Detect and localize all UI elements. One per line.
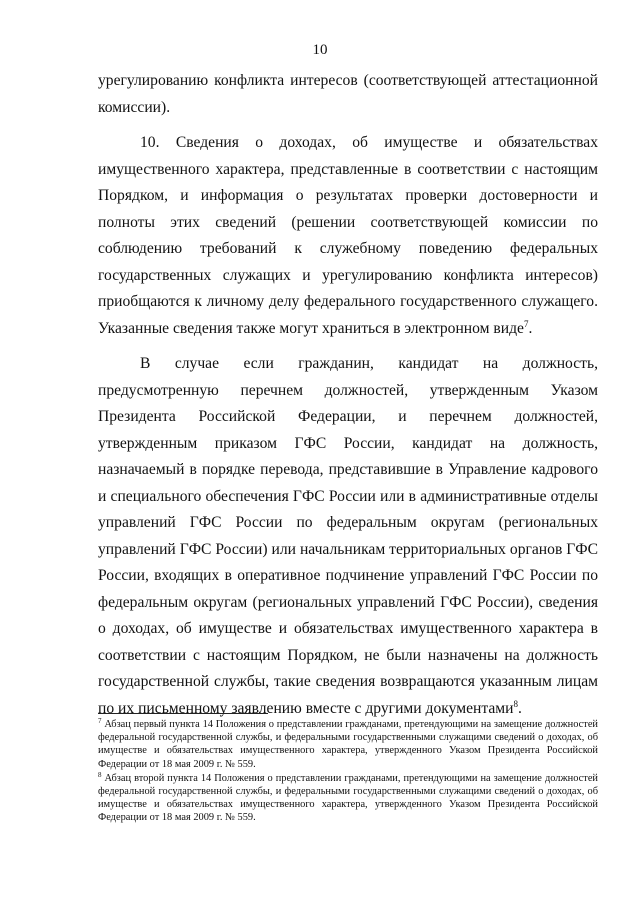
paragraph-item-10 (98, 130, 598, 342)
footnote-ref[interactable]: 7 (523, 318, 529, 329)
footnote-mark: 8 (98, 770, 102, 779)
footnote-mark: 7 (98, 717, 102, 725)
footnote-text: Абзац первый пункта 14 Положения о представлении гражданами, претендующими на замещение должностей федеральной государственной службы, и федеральными государственными служащими сведений о доходах, об имуществе и обязательствах имущественного характера, утвержденного Указом Президента Российской Федерации от 18 мая 2009 г. № 559. (98, 719, 598, 770)
paragraph-text: В случае если гражданин, кандидат на должность, предусмотренную перечнем должностей, утвержденным Указом Президента Российской Федерации, и перечнем должностей, утвержденным приказом ГФС России, кандидат на должность, назначаемый в порядке перевода, представившие в Управление кадрового и специального обеспечения ГФС России или в административные отделы управлений ГФС России по федеральным округам (региональных управлений ГФС России) или начальникам территориальных органов ГФС России, входящих в оперативное подчинение управлений ГФС России по федеральным округам (региональных управлений ГФС России), сведения о доходах, об имуществе и обязательствах имущественного характера в соответствии с настоящим Порядком, не были назначены на должность государственной службы, такие сведения возвращаются указанным лицам по их письменному заявлению вместе с другими документами (98, 355, 598, 717)
paragraph-text: урегулированию конфликта интересов (соответствующей аттестационной комиссии). (98, 72, 598, 116)
paragraph-text: 10. Сведения о доходах, об имуществе и обязательствах имущественного характера, представленные в соответствии с настоящим Порядком, и информация о результатах проверки достоверности и полноты этих сведений (решении соответствующей комиссии по соблюдению требований к служебному поведению федеральных государственных служащих и урегулированию конфликта интересов) приобщаются к личному делу федерального государственного служащего. Указанные сведения также могут храниться в электронном виде (98, 134, 598, 337)
footnote-ref[interactable]: 8 (513, 698, 518, 709)
paragraph-case (98, 351, 598, 722)
paragraph-tail: . (517, 699, 522, 717)
paragraph-continuation (98, 68, 598, 121)
footnote-7 (98, 718, 598, 771)
footnotes (98, 718, 598, 826)
page-number: 10 (312, 42, 328, 58)
footnote-text: Абзац второй пункта 14 Положения о представлении гражданами, претендующими на замещение должностей федеральной государственной службы, и федеральными государственными служащими сведений о доходах, об имуществе и обязательствах имущественного характера, утвержденного Указом Президента Российской Федерации от 18 мая 2009 г. № 559. (98, 772, 598, 824)
footnote-8 (98, 772, 598, 825)
paragraph-tail: . (528, 319, 533, 337)
footnote-divider (98, 713, 268, 714)
body-text (98, 68, 598, 731)
